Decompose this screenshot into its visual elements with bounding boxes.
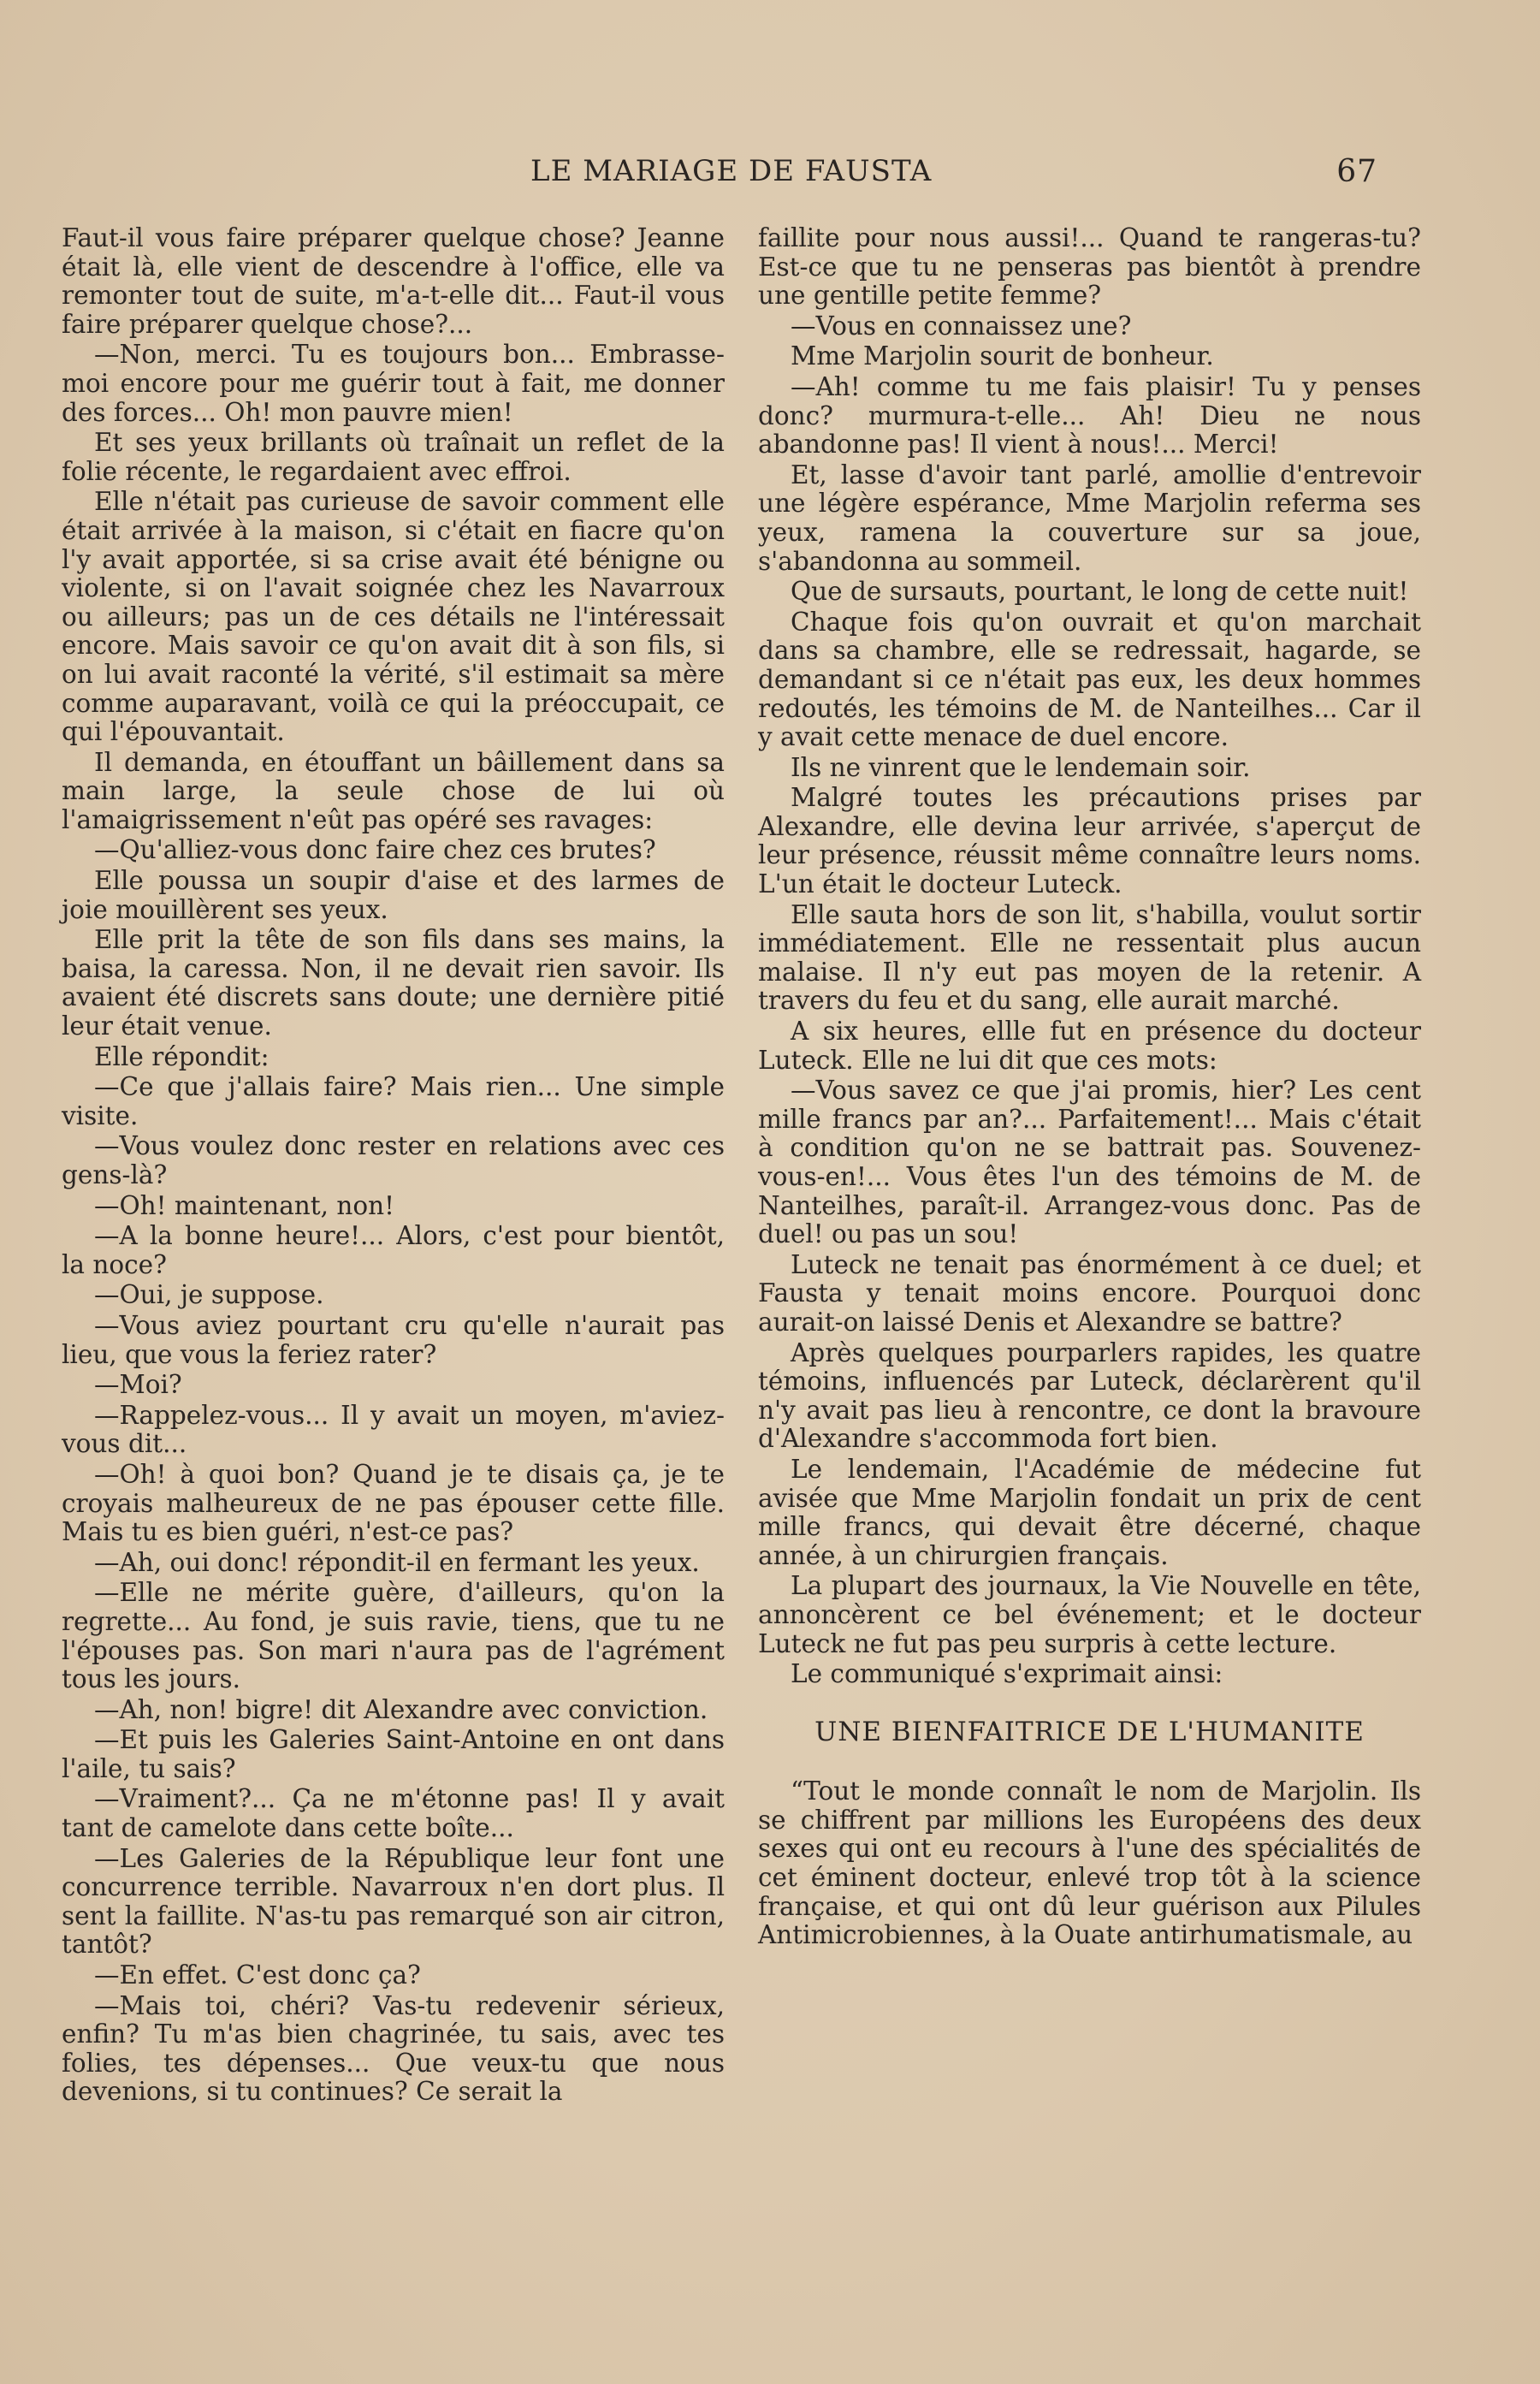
paragraph: Luteck ne tenait pas énormément à ce duel; et Fausta y tenait moins encore. Pourquoi donc aurait-on laissé Denis et Alexandre se battre? (758, 1249, 1421, 1337)
paragraph: Le lendemain, l'Académie de médecine fut avisée que Mme Marjolin fondait un prix de cent mille francs, qui devait être décerné, chaque année, à un chirurgien français. (758, 1454, 1421, 1570)
paragraph: faillite pour nous aussi!... Quand te rangeras-tu? Est-ce que tu ne penseras pas bientôt à prendre une gentille petite femme? (758, 223, 1421, 311)
paragraph: Elle répondit: (94, 1041, 270, 1071)
section-heading: UNE BIENFAITRICE DE L'HUMANITE (814, 1716, 1365, 1747)
paragraph: Elle n'était pas curieuse de savoir comment elle était arrivée à la maison, si c'était en fiacre qu'on l'y avait apportée, si sa crise avait été bénigne ou violente, si on l'avait soignée chez les Navarroux ou ailleurs; pas un de ces détails ne l'intéressait encore. Mais savoir ce qu'on avait dit à son fils, si on lui avait raconté la vérité, s'il estimait sa mère comme auparavant, voilà ce qui la préoccupait, ce qui l'épouvantait. (62, 487, 725, 747)
page-number: 67 (1336, 154, 1377, 189)
paragraph: —Ah, non! bigre! dit Alexandre avec conviction. (94, 1694, 708, 1724)
paragraph: Chaque fois qu'on ouvrait et qu'on marchait dans sa chambre, elle se redressait, hagarde, se demandant si ce n'était pas eux, les deux hommes redoutés, les témoins de M. de Nanteilhes... Car il y avait cette menace de duel encore. (758, 607, 1421, 752)
paragraph: —Vous en connaissez une? (791, 311, 1132, 341)
paragraph: Après quelques pourparlers rapides, les quatre témoins, influencés par Luteck, déclarèrent qu'il n'y avait pas lieu à rencontre, ce dont la bravoure d'Alexandre s'accommoda fort bien. (758, 1337, 1421, 1454)
paragraph: Et ses yeux brillants où traînait un reflet de la folie récente, le regardaient avec effroi. (62, 428, 725, 486)
paragraph: —Non, merci. Tu es toujours bon... Embrasse-moi encore pour me guérir tout à fait, me donner des forces... Oh! mon pauvre mien! (62, 340, 725, 427)
paragraph: —Oh! à quoi bon? Quand je te disais ça, je te croyais malheureux de ne pas épouser cette fille. Mais tu es bien guéri, n'est-ce pas? (62, 1459, 725, 1547)
paragraph: —Rappelez-vous... Il y avait un moyen, m'aviez-vous dit... (62, 1400, 725, 1459)
paragraph: —A la bonne heure!... Alors, c'est pour bientôt, la noce? (62, 1221, 725, 1279)
paragraph: “Tout le monde connaît le nom de Marjolin. Ils se chiffrent par millions les Européens des deux sexes qui ont eu recours à l'une des spécialités de cet éminent docteur, enlevé trop tôt à la science française, et qui ont dû leur guérison aux Pilules Antimicrobiennes, à la Ouate antirhumatismale, au (758, 1776, 1421, 1950)
paragraph: —Moi? (94, 1370, 182, 1400)
paragraph: Et, lasse d'avoir tant parlé, amollie d'entrevoir une légère espérance, Mme Marjolin referma ses yeux, ramena la couverture sur sa joue, s'abandonna au sommeil. (758, 460, 1421, 576)
paragraph: Il demanda, en étouffant un bâillement dans sa main large, la seule chose de lui où l'amaigrissement n'eût pas opéré ses ravages: (62, 747, 725, 834)
paragraph: La plupart des journaux, la Vie Nouvelle en tête, annoncèrent ce bel événement; et le docteur Luteck ne fut pas peu surpris à cette lecture. (758, 1571, 1421, 1658)
paragraph: Ils ne vinrent que le lendemain soir. (791, 752, 1251, 782)
paragraph: —Vous aviez pourtant cru qu'elle n'aurait pas lieu, que vous la feriez rater? (62, 1310, 725, 1369)
paragraph: Elle poussa un soupir d'aise et des larmes de joie mouillèrent ses yeux. (62, 866, 725, 924)
paragraph: Le communiqué s'exprimait ainsi: (791, 1659, 1223, 1689)
paragraph: —Mais toi, chéri? Vas-tu redevenir sérieux, enfin? Tu m'as bien chagrinée, tu sais, avec tes folies, tes dépenses... Que veux-tu que nous devenions, si tu continues? Ce serait la (62, 1990, 725, 2107)
paragraph: —Vous voulez donc rester en relations avec ces gens-là? (62, 1131, 725, 1189)
paragraph: —Elle ne mérite guère, d'ailleurs, qu'on la regrette... Au fond, je suis ravie, tiens, que tu ne l'épouses pas. Son mari n'aura pas de l'agrément tous les jours. (62, 1578, 725, 1694)
running-title: LE MARIAGE DE FAUSTA (530, 154, 933, 188)
paragraph: Elle prit la tête de son fils dans ses mains, la baisa, la caressa. Non, il ne devait rien savoir. Ils avaient été discrets sans doute; une dernière pitié leur était venue. (62, 925, 725, 1041)
left-column (62, 224, 725, 2107)
paragraph: —Et puis les Galeries Saint-Antoine en ont dans l'aile, tu sais? (62, 1725, 725, 1783)
paragraph: Mme Marjolin sourit de bonheur. (791, 341, 1214, 371)
paragraph: —Les Galeries de la République leur font une concurrence terrible. Navarroux n'en dort plus. Il sent la faillite. N'as-tu pas remarqué son air citron, tantôt? (62, 1843, 725, 1960)
paragraph: Faut-il vous faire préparer quelque chose? Jeanne était là, elle vient de descendre à l'office, elle va remonter tout de suite, m'a-t-elle dit... Faut-il vous faire préparer quelque chose?... (62, 223, 725, 339)
paragraph: —Oh! maintenant, non! (94, 1190, 395, 1220)
paragraph: —Ah, oui donc! répondit-il en fermant les yeux. (94, 1547, 700, 1577)
paragraph: —Vraiment?... Ça ne m'étonne pas! Il y avait tant de camelote dans cette boîte... (62, 1784, 725, 1843)
paragraph: Elle sauta hors de son lit, s'habilla, voulut sortir immédiatement. Elle ne ressentait plus aucun malaise. Il n'y eut pas moyen de la retenir. A travers du feu et du sang, elle aurait marché. (758, 899, 1421, 1016)
paragraph: —Vous savez ce que j'ai promis, hier? Les cent mille francs par an?... Parfaitement!... Mais c'était à condition qu'on ne se battrait pas. Souvenez-vous-en!... Vous êtes l'un des témoins de M. de Nanteilhes, paraît-il. Arrangez-vous donc. Pas de duel! ou pas un sou! (758, 1076, 1421, 1249)
paragraph: Malgré toutes les précautions prises par Alexandre, elle devina leur arrivée, s'aperçut de leur présence, réussit même connaître leurs noms. L'un était le docteur Luteck. (758, 783, 1421, 899)
paragraph: A six heures, ellle fut en présence du docteur Luteck. Elle ne lui dit que ces mots: (758, 1017, 1421, 1075)
paragraph: —Ce que j'allais faire? Mais rien... Une simple visite. (62, 1072, 725, 1130)
paragraph: —Qu'alliez-vous donc faire chez ces brutes? (94, 835, 656, 865)
right-column (758, 224, 1421, 1950)
paragraph: —Ah! comme tu me fais plaisir! Tu y penses donc? murmura-t-elle... Ah! Dieu ne nous abandonne pas! Il vient à nous!... Merci! (758, 371, 1421, 460)
paragraph: —Oui, je suppose. (94, 1280, 324, 1310)
paragraph: Que de sursauts, pourtant, le long de cette nuit! (791, 577, 1409, 607)
paragraph: —En effet. C'est donc ça? (94, 1960, 421, 1990)
